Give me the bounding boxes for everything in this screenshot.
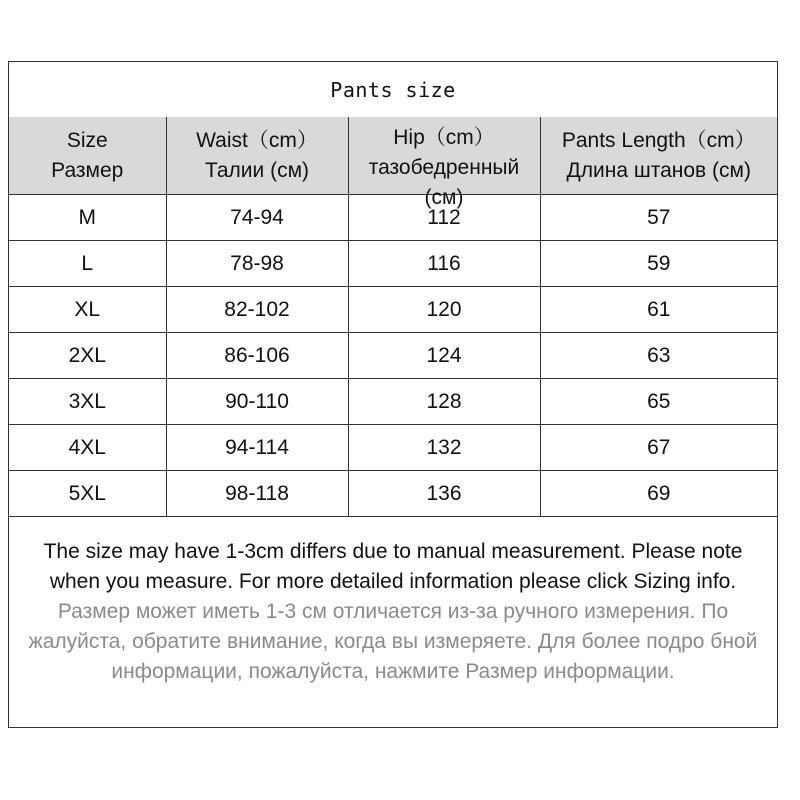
note-english: The size may have 1-3cm differs due to manual measurement. Please note when you measure. For more detailed information please click Sizing info. [43, 540, 743, 593]
chart-title: Pants size [9, 62, 777, 118]
cell-length: 59 [540, 241, 777, 287]
table-row [9, 241, 777, 287]
cell-hip: 128 [348, 379, 540, 425]
cell-hip: 116 [348, 241, 540, 287]
cell-length: 61 [540, 287, 777, 333]
cell-waist: 90-110 [166, 379, 348, 425]
header-size-ru: Размер [51, 158, 124, 182]
header-hip [348, 117, 540, 209]
cell-length: 65 [540, 379, 777, 425]
size-chart [8, 61, 778, 728]
cell-waist: 82-102 [166, 287, 348, 333]
cell-length: 57 [540, 195, 777, 241]
cell-size: 3XL [9, 379, 166, 425]
header-pants-length [540, 117, 777, 195]
header-waist-ru: Талии (см) [204, 158, 310, 182]
table-row [9, 287, 777, 333]
header-length-ru: Длина штанов (см) [566, 158, 751, 182]
header-length-en: Pants Length（cm） [561, 128, 756, 152]
cell-waist: 86-106 [166, 333, 348, 379]
table-row [9, 379, 777, 425]
cell-waist: 78-98 [166, 241, 348, 287]
table-row [9, 425, 777, 471]
cell-size: M [9, 195, 166, 241]
cell-size: 4XL [9, 425, 166, 471]
cell-hip: 120 [348, 287, 540, 333]
cell-hip: 112 [348, 195, 540, 241]
table-row [9, 471, 777, 517]
cell-size: 2XL [9, 333, 166, 379]
header-row [9, 117, 777, 195]
note-russian: Размер может иметь 1-3 см отличается из-за ручного измерения. По жалуйста, обратите внимание, когда вы измеряете. Для более подро бной информации, пожалуйста, нажмите Размер информации. [28, 600, 758, 683]
cell-size: L [9, 241, 166, 287]
cell-hip: 132 [348, 425, 540, 471]
cell-length: 69 [540, 471, 777, 517]
cell-length: 67 [540, 425, 777, 471]
header-size-en: Size [66, 128, 108, 152]
header-waist-en: Waist（cm） [196, 128, 318, 152]
cell-waist: 98-118 [166, 471, 348, 517]
header-waist [166, 117, 348, 195]
header-hip-unit: (см) [424, 185, 464, 209]
cell-size: 5XL [9, 471, 166, 517]
measurement-note [9, 527, 777, 687]
cell-size: XL [9, 287, 166, 333]
header-hip-ru: тазобедренный [368, 155, 520, 179]
cell-length: 63 [540, 333, 777, 379]
table-row [9, 333, 777, 379]
cell-waist: 94-114 [166, 425, 348, 471]
cell-waist: 74-94 [166, 195, 348, 241]
size-table [9, 117, 777, 517]
header-hip-en: Hip（cm） [393, 125, 495, 149]
cell-hip: 136 [348, 471, 540, 517]
cell-hip: 124 [348, 333, 540, 379]
header-size [9, 117, 166, 195]
